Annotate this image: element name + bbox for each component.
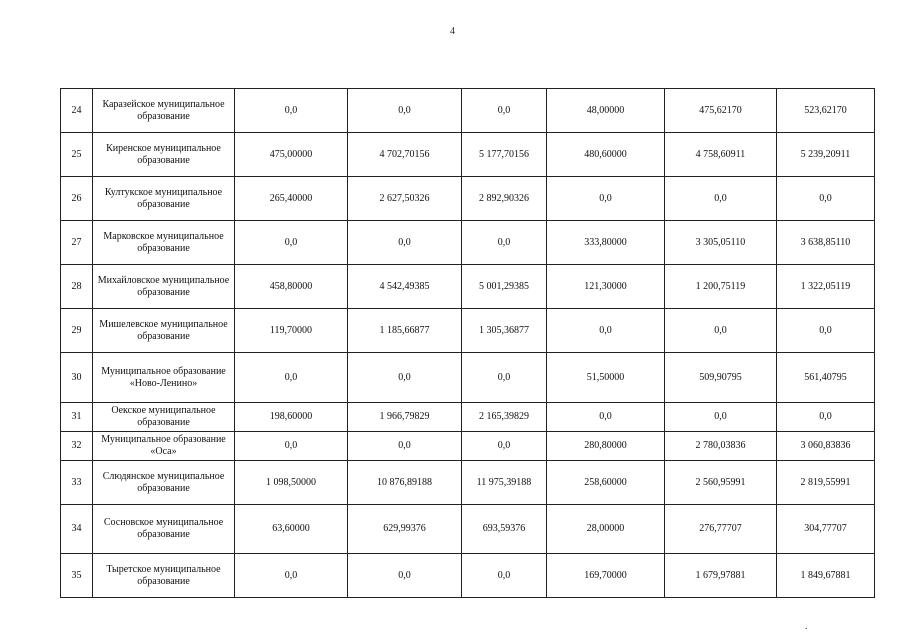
value-cell: 1 305,36877 (462, 309, 547, 353)
value-cell: 2 892,90326 (462, 177, 547, 221)
value-cell: 119,70000 (235, 309, 348, 353)
table-row (61, 505, 875, 554)
row-number: 34 (61, 505, 93, 554)
value-cell: 1 185,66877 (348, 309, 462, 353)
value-cell: 1 849,67881 (777, 554, 875, 598)
value-cell: 0,0 (348, 432, 462, 461)
row-number: 28 (61, 265, 93, 309)
value-cell: 3 638,85110 (777, 221, 875, 265)
value-cell: 0,0 (235, 221, 348, 265)
value-cell: 0,0 (462, 353, 547, 403)
municipality-name: Муниципальное образование «Ново-Ленино» (93, 353, 235, 403)
value-cell: 280,80000 (547, 432, 665, 461)
value-cell: 0,0 (235, 432, 348, 461)
value-cell: 2 780,03836 (665, 432, 777, 461)
table-row (61, 265, 875, 309)
municipality-name: Слюдянское муниципальное образование (93, 461, 235, 505)
value-cell: 2 627,50326 (348, 177, 462, 221)
table-body (61, 89, 875, 598)
value-cell: 1 322,05119 (777, 265, 875, 309)
row-number: 31 (61, 403, 93, 432)
municipality-name: Марковское муниципальное образование (93, 221, 235, 265)
value-cell: 458,80000 (235, 265, 348, 309)
value-cell: 0,0 (462, 221, 547, 265)
row-number: 33 (61, 461, 93, 505)
value-cell: 0,0 (665, 403, 777, 432)
table-row (61, 432, 875, 461)
value-cell: 4 702,70156 (348, 133, 462, 177)
municipality-name: Муниципальное образование «Оса» (93, 432, 235, 461)
value-cell: 561,40795 (777, 353, 875, 403)
value-cell: 0,0 (462, 432, 547, 461)
row-number: 30 (61, 353, 93, 403)
table-row (61, 353, 875, 403)
table-row (61, 89, 875, 133)
value-cell: 475,00000 (235, 133, 348, 177)
value-cell: 304,77707 (777, 505, 875, 554)
value-cell: 10 876,89188 (348, 461, 462, 505)
table-row (61, 461, 875, 505)
table-row (61, 554, 875, 598)
value-cell: 1 200,75119 (665, 265, 777, 309)
value-cell: 0,0 (462, 89, 547, 133)
value-cell: 0,0 (348, 554, 462, 598)
value-cell: 693,59376 (462, 505, 547, 554)
page-number: 4 (450, 26, 455, 37)
value-cell: 0,0 (547, 309, 665, 353)
value-cell: 4 758,60911 (665, 133, 777, 177)
municipality-name: Тыретское муниципальное образование (93, 554, 235, 598)
value-cell: 475,62170 (665, 89, 777, 133)
row-number: 32 (61, 432, 93, 461)
value-cell: 3 060,83836 (777, 432, 875, 461)
value-cell: 28,00000 (547, 505, 665, 554)
value-cell: 258,60000 (547, 461, 665, 505)
value-cell: 5 177,70156 (462, 133, 547, 177)
value-cell: 11 975,39188 (462, 461, 547, 505)
municipality-name: Михайловское муниципальное образование (93, 265, 235, 309)
value-cell: 0,0 (235, 554, 348, 598)
value-cell: 2 165,39829 (462, 403, 547, 432)
value-cell: 48,00000 (547, 89, 665, 133)
municipality-name: Оекское муниципальное образование (93, 403, 235, 432)
value-cell: 0,0 (348, 353, 462, 403)
value-cell: 63,60000 (235, 505, 348, 554)
row-number: 29 (61, 309, 93, 353)
municipality-name: Мишелевское муниципальное образование (93, 309, 235, 353)
table-row (61, 177, 875, 221)
value-cell: 2 560,95991 (665, 461, 777, 505)
value-cell: 5 239,20911 (777, 133, 875, 177)
value-cell: 3 305,05110 (665, 221, 777, 265)
row-number: 27 (61, 221, 93, 265)
row-number: 35 (61, 554, 93, 598)
value-cell: 0,0 (462, 554, 547, 598)
value-cell: 0,0 (547, 177, 665, 221)
value-cell: 0,0 (665, 177, 777, 221)
row-number: 26 (61, 177, 93, 221)
value-cell: 509,90795 (665, 353, 777, 403)
value-cell: 1 679,97881 (665, 554, 777, 598)
value-cell: 51,50000 (547, 353, 665, 403)
data-table (60, 88, 875, 598)
value-cell: 0,0 (665, 309, 777, 353)
table-row (61, 133, 875, 177)
value-cell: 0,0 (547, 403, 665, 432)
value-cell: 2 819,55991 (777, 461, 875, 505)
value-cell: 169,70000 (547, 554, 665, 598)
value-cell: 198,60000 (235, 403, 348, 432)
value-cell: 4 542,49385 (348, 265, 462, 309)
value-cell: 0,0 (235, 89, 348, 133)
stray-mark: . (805, 621, 808, 632)
value-cell: 276,77707 (665, 505, 777, 554)
value-cell: 5 001,29385 (462, 265, 547, 309)
municipality-name: Култукское муниципальное образование (93, 177, 235, 221)
value-cell: 523,62170 (777, 89, 875, 133)
value-cell: 0,0 (348, 221, 462, 265)
value-cell: 480,60000 (547, 133, 665, 177)
municipality-name: Киренское муниципальное образование (93, 133, 235, 177)
row-number: 25 (61, 133, 93, 177)
value-cell: 0,0 (348, 89, 462, 133)
value-cell: 265,40000 (235, 177, 348, 221)
value-cell: 0,0 (777, 403, 875, 432)
value-cell: 0,0 (235, 353, 348, 403)
value-cell: 333,80000 (547, 221, 665, 265)
row-number: 24 (61, 89, 93, 133)
municipality-name: Сосновское муниципальное образование (93, 505, 235, 554)
value-cell: 629,99376 (348, 505, 462, 554)
table-row (61, 221, 875, 265)
value-cell: 0,0 (777, 309, 875, 353)
value-cell: 121,30000 (547, 265, 665, 309)
value-cell: 0,0 (777, 177, 875, 221)
municipality-name: Каразейское муниципальное образование (93, 89, 235, 133)
value-cell: 1 966,79829 (348, 403, 462, 432)
value-cell: 1 098,50000 (235, 461, 348, 505)
table-row (61, 403, 875, 432)
table-row (61, 309, 875, 353)
